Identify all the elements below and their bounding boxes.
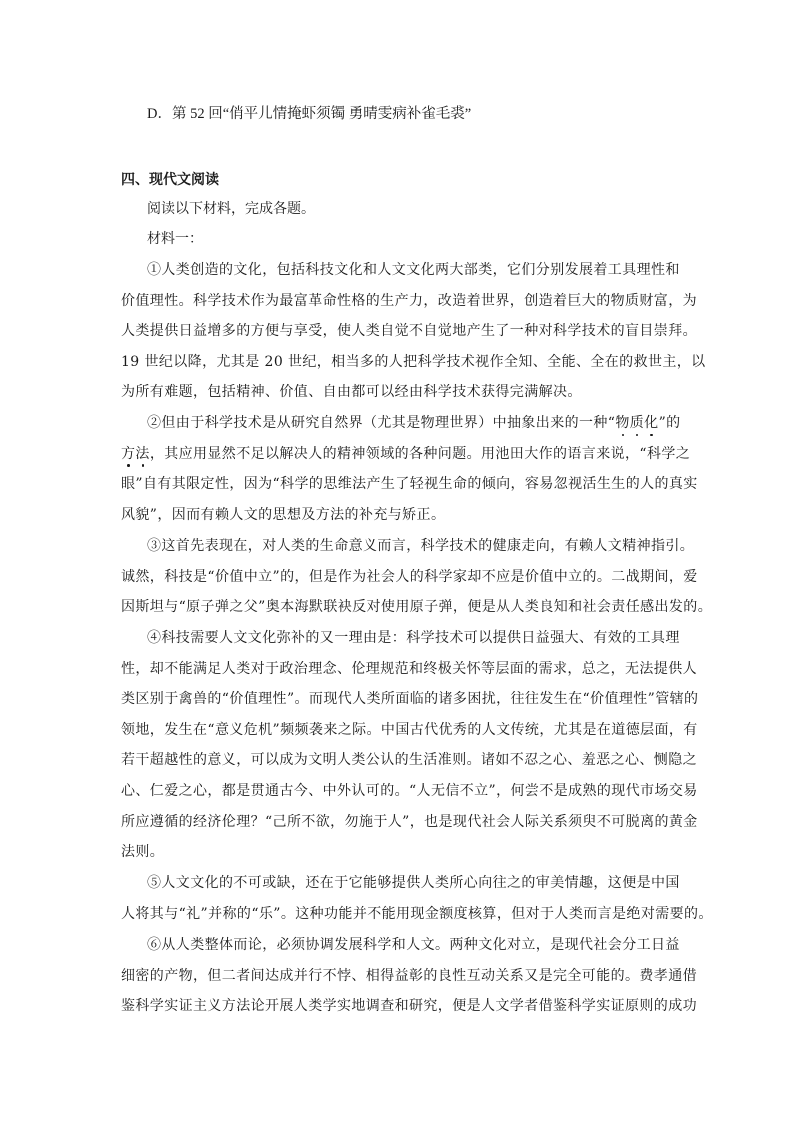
paragraph-line: 为所有难题，包括精神、价值、自由都可以经由科学技术获得完满解决。 — [121, 384, 582, 401]
material-label: 材料一： — [147, 231, 203, 247]
emphasis-mark: 化 — [644, 415, 659, 431]
paragraph-text: ”的 — [658, 415, 681, 431]
paragraph-line: 人将其与“礼”并称的“乐”。这种功能并不能用现金额度核算，但对于人类而言是绝对需要的。 — [121, 905, 713, 922]
answer-option-d: D．第 52 回“俏平儿情掩虾须镯 勇晴雯病补雀毛裘” — [147, 106, 472, 122]
paragraph-4 — [121, 623, 699, 868]
emphasis-mark: 法 — [135, 445, 150, 462]
paragraph-line: ①人类创造的文化，包括科技文化和人文文化两大部类，它们分别发展着工具理性和 — [147, 262, 680, 278]
paragraph-5 — [121, 868, 713, 929]
paragraph-line: 若干超越性的意义，可以成为文明人类公认的生活准则。诸如不忍之心、羞恶之心、恻隐之 — [121, 752, 697, 769]
emphasis-mark: 物 — [615, 415, 630, 431]
paragraph-line: 人类提供日益增多的方便与享受，使人类自觉不自觉地产生了一种对科学技术的盲目崇拜。 — [121, 323, 697, 340]
paragraph-2 — [121, 408, 698, 530]
paragraph-line: 类区别于禽兽的“价值理性”。而现代人类所面临的诸多困扰，往往发生在“价值理性”管辖的 — [121, 691, 699, 708]
paragraph-3 — [121, 531, 713, 623]
paragraph-line: 所应遵循的经济伦理？“己所不欲，勿施于人”，也是现代社会人际关系须臾不可脱离的黄金 — [121, 813, 698, 830]
paragraph-line: 诚然，科技是“价值中立”的，但是作为社会人的科学家却不应是价值中立的。二战期间，爱 — [121, 568, 698, 585]
paragraph-text: ②但由于科学技术是从研究自然界（尤其是物理世界）中抽象出来的一种“ — [147, 415, 616, 431]
paragraph-line: 性，却不能满足人类对于政治理念、伦理规范和终极关怀等层面的需求，总之，无法提供人 — [121, 660, 697, 677]
paragraph-line: 心、仁爱之心，都是贯通古今、中外认可的。“人无信不立”，何尝不是成熟的现代市场交易 — [121, 782, 698, 799]
paragraph-line: 风貌”，因而有赖人文的思想及方法的补充与矫正。 — [121, 506, 446, 523]
paragraph-line — [121, 439, 691, 470]
paragraph-line — [121, 408, 681, 439]
section-heading: 四、现代文阅读 — [121, 172, 219, 188]
paragraph-line: 19 世纪以降，尤其是 20 世纪，相当多的人把科学技术视作全知、全能、全在的救世主，以 — [121, 353, 706, 370]
paragraph-line: 眼”自有其限定性，因为“科学的思维法产生了轻视生命的倾向，容易忽视活生生的人的真实 — [121, 476, 698, 493]
paragraph-6 — [121, 930, 697, 1022]
reading-instruction: 阅读以下材料，完成各题。 — [147, 201, 315, 217]
paragraph-line: 领地，发生在“意义危机”频频袭来之际。中国古代优秀的人文传统，尤其是在道德层面，有 — [121, 721, 698, 738]
paragraph-line: 法则。 — [121, 844, 165, 861]
paragraph-line: ⑤人文文化的不可或缺，还在于它能够提供人类所心向往之的审美情趣，这便是中国 — [147, 875, 680, 891]
paragraph-text: ，其应用显然不足以解决人的精神领域的各种问题。用池田大作的语言来说，“科学之 — [149, 445, 691, 462]
paragraph-line: 因斯坦与“原子弹之父”奥本海默联袂反对使用原子弹，便是从人类良知和社会责任感出发的。 — [121, 599, 713, 616]
paragraph-line: ③这首先表现在，对人类的生命意义而言，科学技术的健康走向，有赖人文精神指引。 — [147, 538, 695, 554]
paragraph-line: 细密的产物，但二者间达成并行不悖、相得益彰的良性互动关系又是完全可能的。费孝通借 — [121, 967, 697, 984]
paragraph-line: ④科技需要人文文化弥补的又一理由是：科学技术可以提供日益强大、有效的工具理 — [147, 630, 680, 646]
paragraph-1 — [121, 255, 706, 408]
paragraph-line: 鉴科学实证主义方法论开展人类学实地调查和研究，便是人文学者借鉴科学实证原则的成功 — [121, 998, 697, 1015]
paragraph-line: 价值理性。科学技术作为最富革命性格的生产力，改造着世界，创造着巨大的物质财富，为 — [121, 292, 697, 309]
emphasis-mark: 质 — [629, 415, 645, 431]
paragraph-line: ⑥从人类整体而论，必须协调发展科学和人文。两种文化对立，是现代社会分工日益 — [147, 937, 680, 953]
emphasis-mark: 方 — [121, 445, 136, 462]
